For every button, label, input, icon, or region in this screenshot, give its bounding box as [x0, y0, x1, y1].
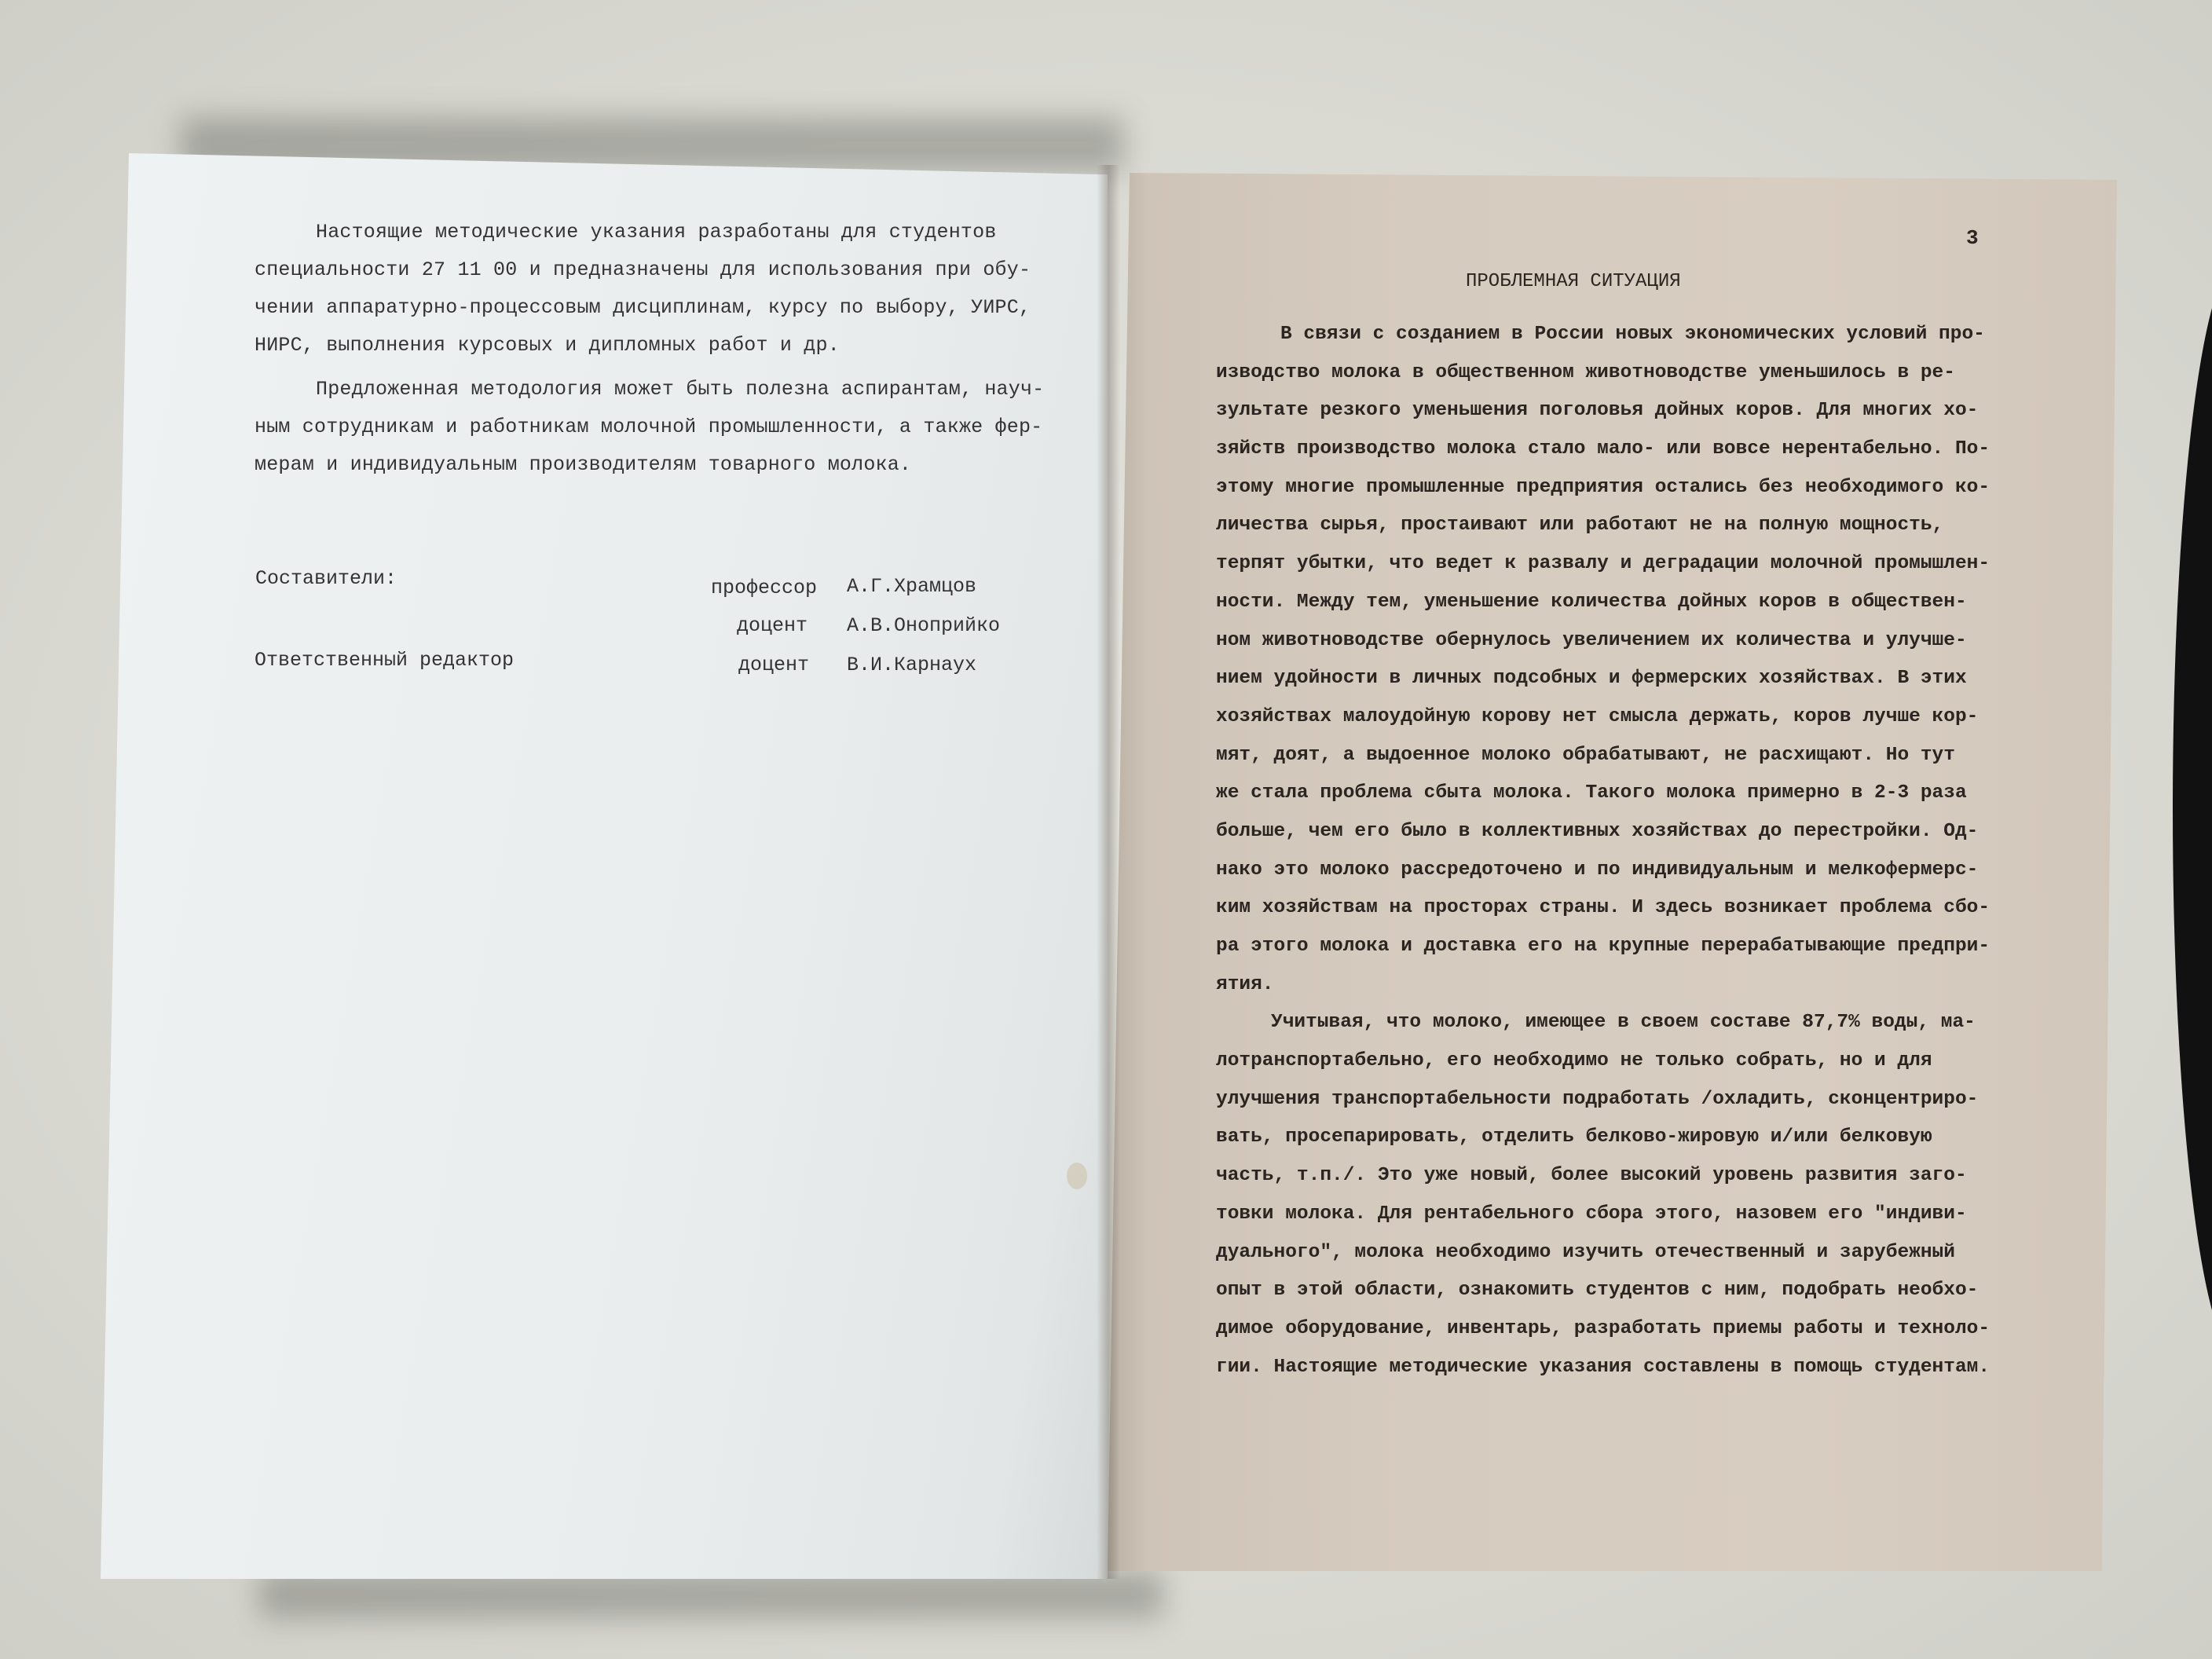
text-line: ном животноводстве обернулось увеличением их количества и улучше- — [1216, 629, 1967, 651]
text-line: опыт в этой области, ознакомить студентов с ним, подобрать необхо- — [1216, 1280, 1979, 1302]
text-line: Учитывая, что молоко, имеющее в своем составе 87,7% воды, ма- — [1271, 1012, 1976, 1034]
text-line: лотранспортабельно, его необходимо не только собрать, но и для — [1216, 1050, 1932, 1072]
credit-name: В.И.Карнаух — [847, 654, 977, 676]
text-line: ра этого молока и доставка его на крупные перерабатывающие предпри- — [1216, 936, 1990, 957]
compilers-label: Составители: — [255, 567, 397, 590]
credit-name: А.Г.Храмцов — [847, 575, 977, 598]
text-line: хозяйствах малоудойную корову нет смысла держать, коров лучше кор- — [1216, 705, 1979, 727]
text-line: терпят убытки, что ведет к развалу и деградации молочной промышлен- — [1216, 553, 1990, 575]
text-line: зяйств производство молока стало мало- или вовсе нерентабельно. По- — [1216, 438, 1990, 460]
credit-title: профессор — [711, 577, 818, 599]
text-line: зультате резкого уменьшения поголовья дойных коров. Для многих хо- — [1216, 400, 1979, 422]
text-line: НИРС, выполнения курсовых и дипломных работ и др. — [255, 334, 840, 357]
text-line: чении аппаратурно-процессовым дисциплинам, курсу по выбору, УИРС, — [255, 296, 1031, 319]
credit-name: А.В.Оноприйко — [847, 614, 1001, 637]
text-line: нако это молоко рассредоточено и по индивидуальным и мелкофермерс- — [1216, 859, 1979, 881]
text-line: изводство молока в общественном животноводстве уменьшилось в ре- — [1216, 361, 1955, 383]
text-line: Предложенная методология может быть полезна аспирантам, науч- — [316, 378, 1045, 401]
body-text — [1216, 316, 1990, 1386]
text-line: специальности 27 11 00 и предназначены для использования при обу- — [255, 258, 1031, 281]
editor-label: Ответственный редактор — [255, 649, 515, 672]
text-line: димое оборудование, инвентарь, разработать приемы работы и техноло- — [1216, 1317, 1990, 1339]
paper-stain — [1067, 1163, 1087, 1189]
text-line: ятия. — [1216, 973, 1274, 995]
text-line: улучшения транспортабельности подработать /охладить, сконцентриро- — [1216, 1088, 1979, 1110]
text-line: больше, чем его было в коллективных хозяйствах до перестройки. Од- — [1216, 820, 1979, 842]
text-line: ным сотрудникам и работникам молочной промышленности, а также фер- — [255, 416, 1043, 438]
text-line: ким хозяйствам на просторах страны. И здесь возникает проблема сбо- — [1216, 897, 1990, 919]
text-line: Настоящие методические указания разработаны для студентов — [316, 221, 997, 244]
text-line: В связи с созданием в России новых экономических условий про- — [1280, 324, 1985, 345]
text-line: мят, доят, а выдоенное молоко обрабатывают, не расхищают. Но тут — [1216, 744, 1955, 766]
page-number: 3 — [1966, 226, 1979, 250]
text-line: же стала проблема сбыта молока. Такого молока примерно в 2-3 раза — [1216, 782, 1967, 804]
text-line: мерам и индивидуальным производителям товарного молока. — [255, 453, 912, 476]
book-gutter — [1097, 165, 1120, 1579]
text-line: гии. Настоящие методические указания составлены в помощь студентам. — [1216, 1356, 1990, 1378]
text-line: вать, просепарировать, отделить белково-жировую и/или белковую — [1216, 1126, 1932, 1148]
intro-paragraph — [255, 214, 1031, 364]
text-line: нием удойности в личных подсобных и фермерских хозяйствах. В этих — [1216, 668, 1967, 690]
text-line: часть, т.п./. Это уже новый, более высокий уровень развития заго- — [1216, 1165, 1967, 1187]
audience-paragraph — [255, 371, 1044, 484]
credit-title: доцент — [737, 614, 808, 637]
text-line: ности. Между тем, уменьшение количества дойных коров в обществен- — [1216, 591, 1967, 613]
text-line: этому многие промышленные предприятия остались без необходимого ко- — [1216, 476, 1990, 498]
left-page — [101, 153, 1108, 1579]
dark-edge — [2173, 259, 2212, 1359]
text-line: товки молока. Для рентабельного сбора этого, назовем его "индиви- — [1216, 1203, 1967, 1225]
credit-title: доцент — [738, 654, 810, 676]
section-heading: ПРОБЛЕМНАЯ СИТУАЦИЯ — [1466, 271, 1681, 292]
text-line: дуального", молока необходимо изучить отечественный и зарубежный — [1216, 1241, 1955, 1263]
text-line: личества сырья, простаивают или работают не на полную мощность, — [1216, 515, 1944, 537]
